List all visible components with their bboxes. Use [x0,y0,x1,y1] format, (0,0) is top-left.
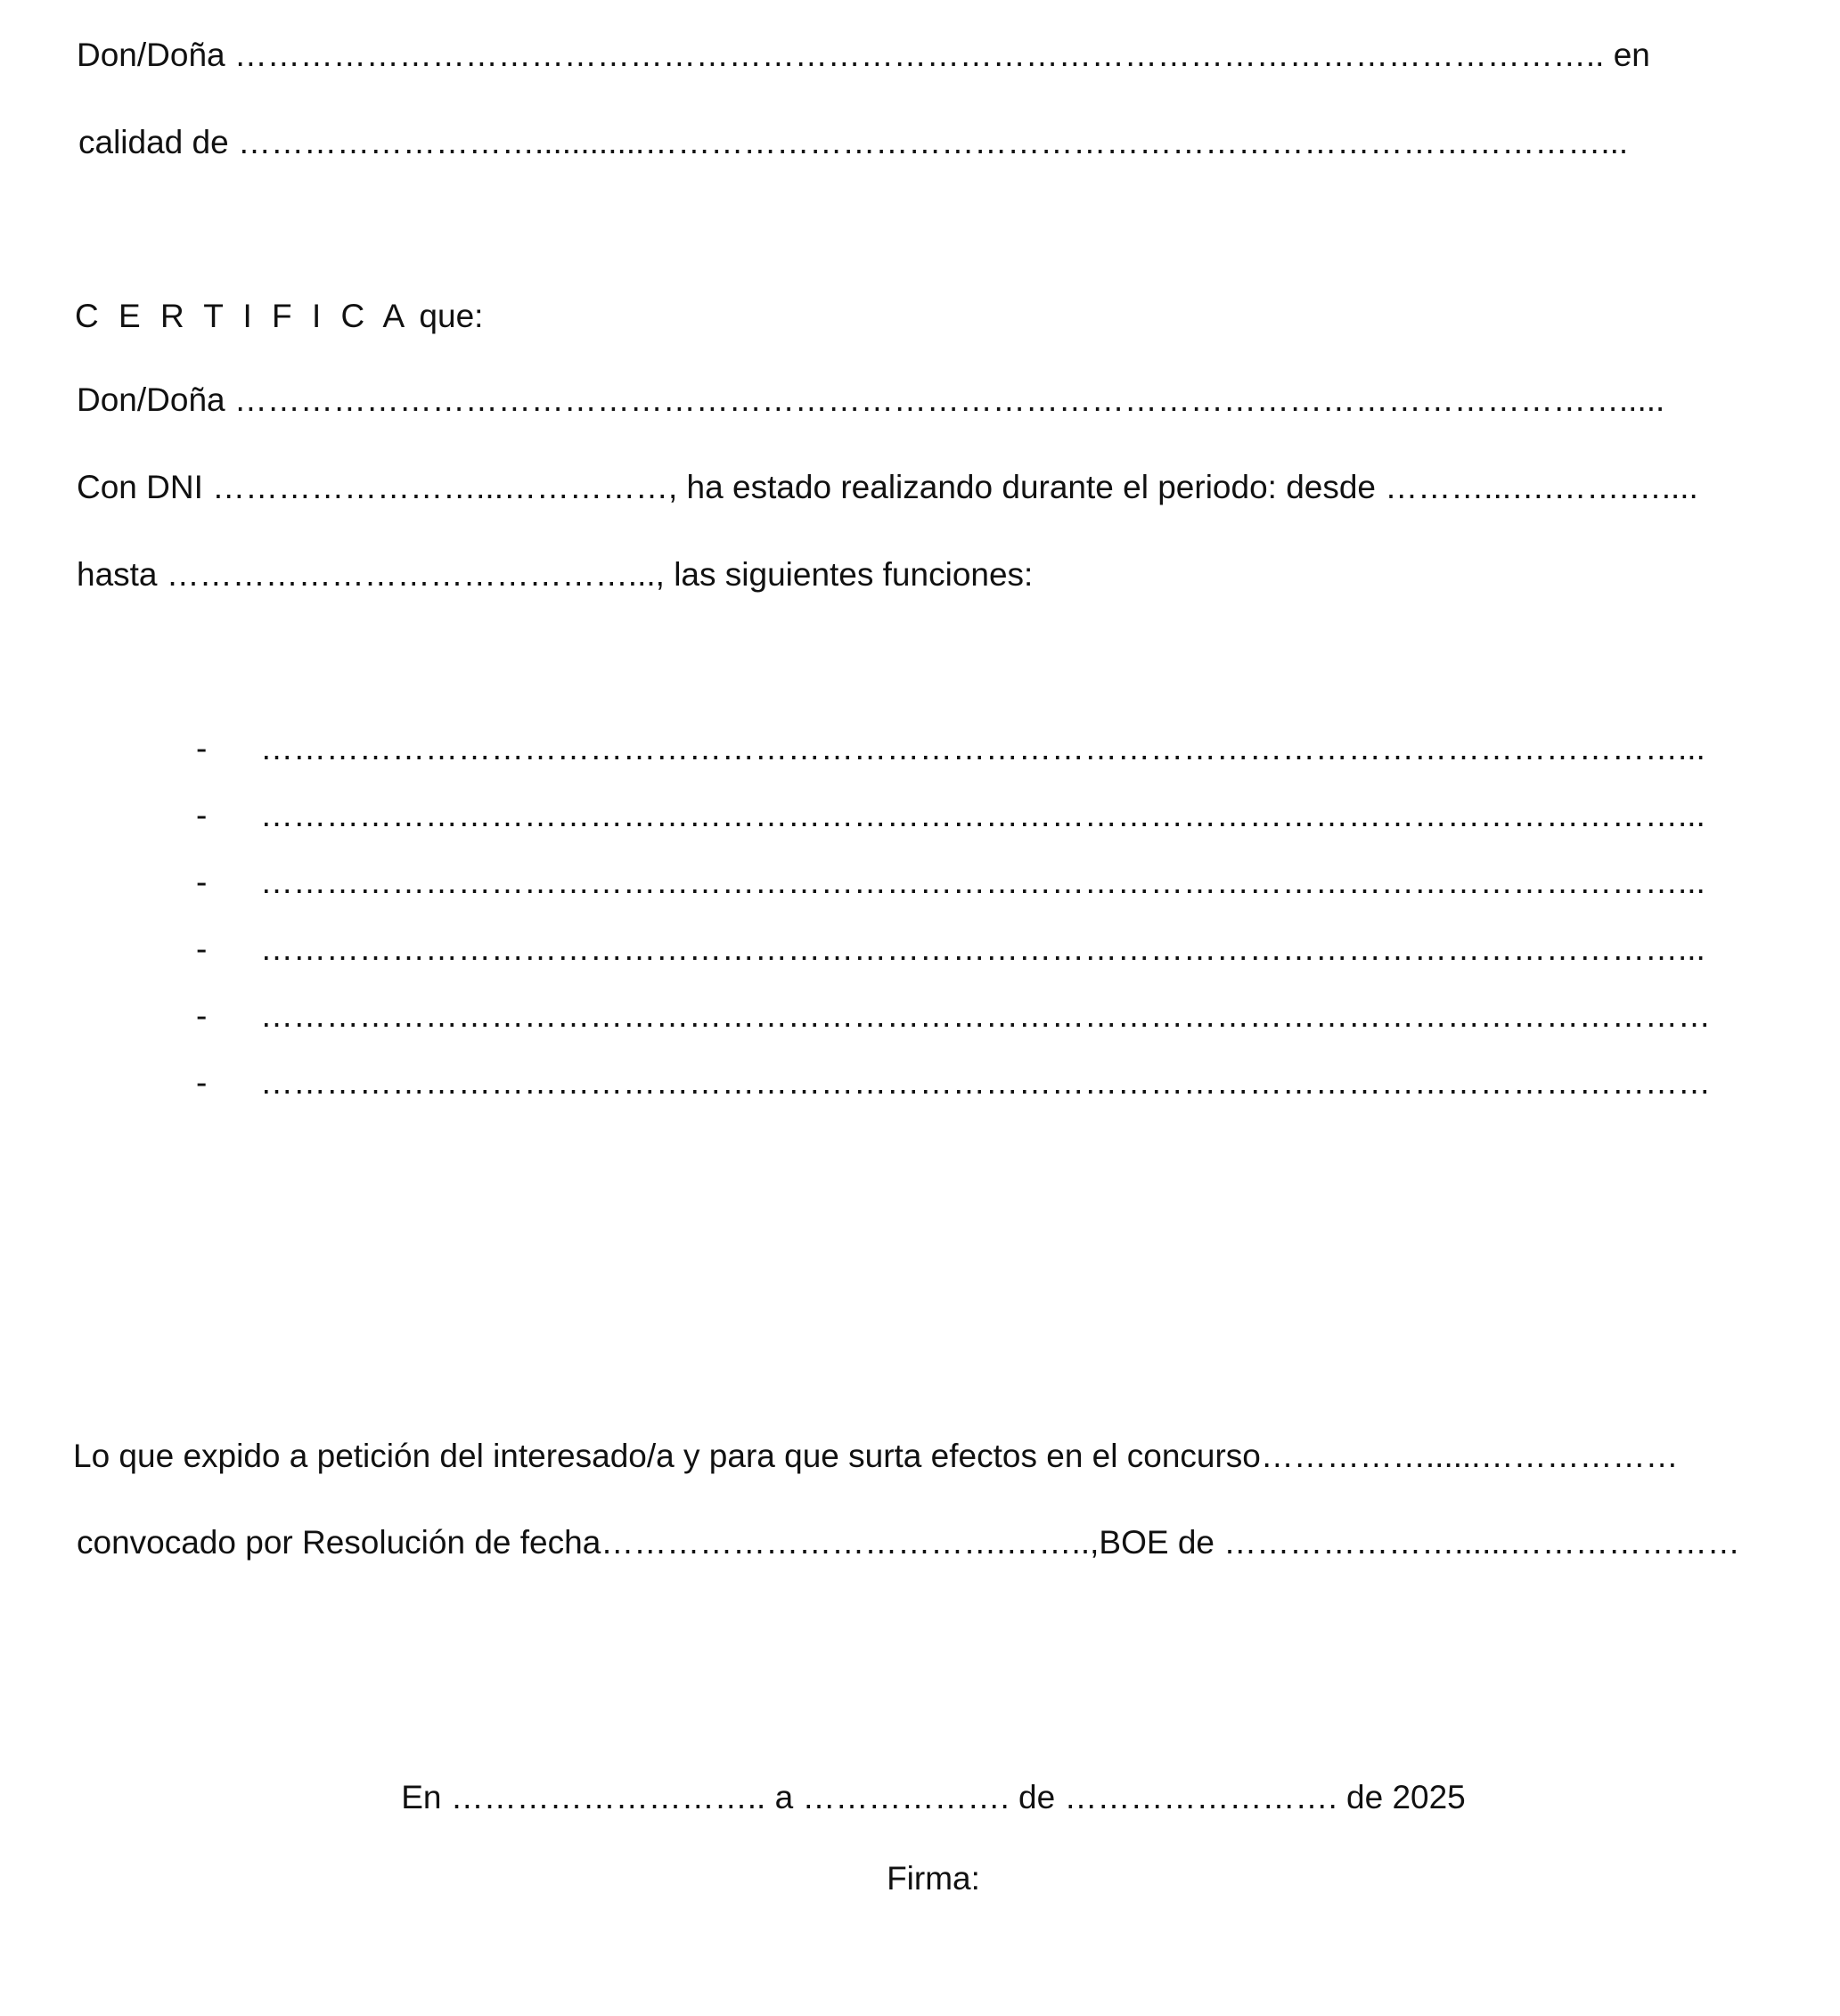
dni-period-line: Con DNI ……………………...……………, ha estado realizando durante el periodo: desde ………...….…….….... [77,469,1698,505]
subject-name-line: Don/Doña ………………………………………………………………………………………………………………..... [77,381,1665,418]
certifica-word: C E R T I F I C A [75,298,411,334]
certifica-heading [75,297,483,336]
issuer-role-line: calidad de ………………………............……………………………………………………………………………... [78,124,1629,160]
function-blank: …………………………………………………………………………………………………………………… [260,1064,1711,1101]
list-dash: - [196,1064,208,1101]
function-item [196,1063,1782,1102]
place-date-line: En ……………………….. a ………………. de ……………………. de 2025 [401,1779,1466,1815]
function-blank: …………………………………………………………………………………………………………………... [260,930,1705,967]
period-end-line: hasta ……………………………………..., las siguientes funciones: [77,556,1034,593]
certifica-que: que: [410,298,484,334]
function-blank: …………………………………………………………………………………………………………………... [260,864,1705,900]
list-dash: - [196,730,208,766]
list-dash: - [196,864,208,900]
function-blank: …………………………………………………………………………………………………………………… [260,997,1711,1034]
function-blank: …………………………………………………………………………………………………………………... [260,797,1705,833]
function-item [196,796,1782,835]
signature-label: Firma: [887,1860,980,1897]
function-item [196,996,1782,1036]
function-item [196,863,1782,902]
function-item [196,930,1782,969]
function-item [196,729,1782,768]
closing-line-contest: Lo que expido a petición del interesado/a y para que surta efectos en el concurso……………......……………… [73,1438,1679,1474]
list-dash: - [196,930,208,967]
issuer-name-line: Don/Doña …………………………………………………………………………………………………………….. en [77,37,1650,73]
function-blank: …………………………………………………………………………………………………………………... [260,730,1705,766]
list-dash: - [196,997,208,1034]
closing-line-resolution: convocado por Resolución de fecha……………………………….……..,BOE de …………………......………………… [77,1524,1740,1561]
list-dash: - [196,797,208,833]
